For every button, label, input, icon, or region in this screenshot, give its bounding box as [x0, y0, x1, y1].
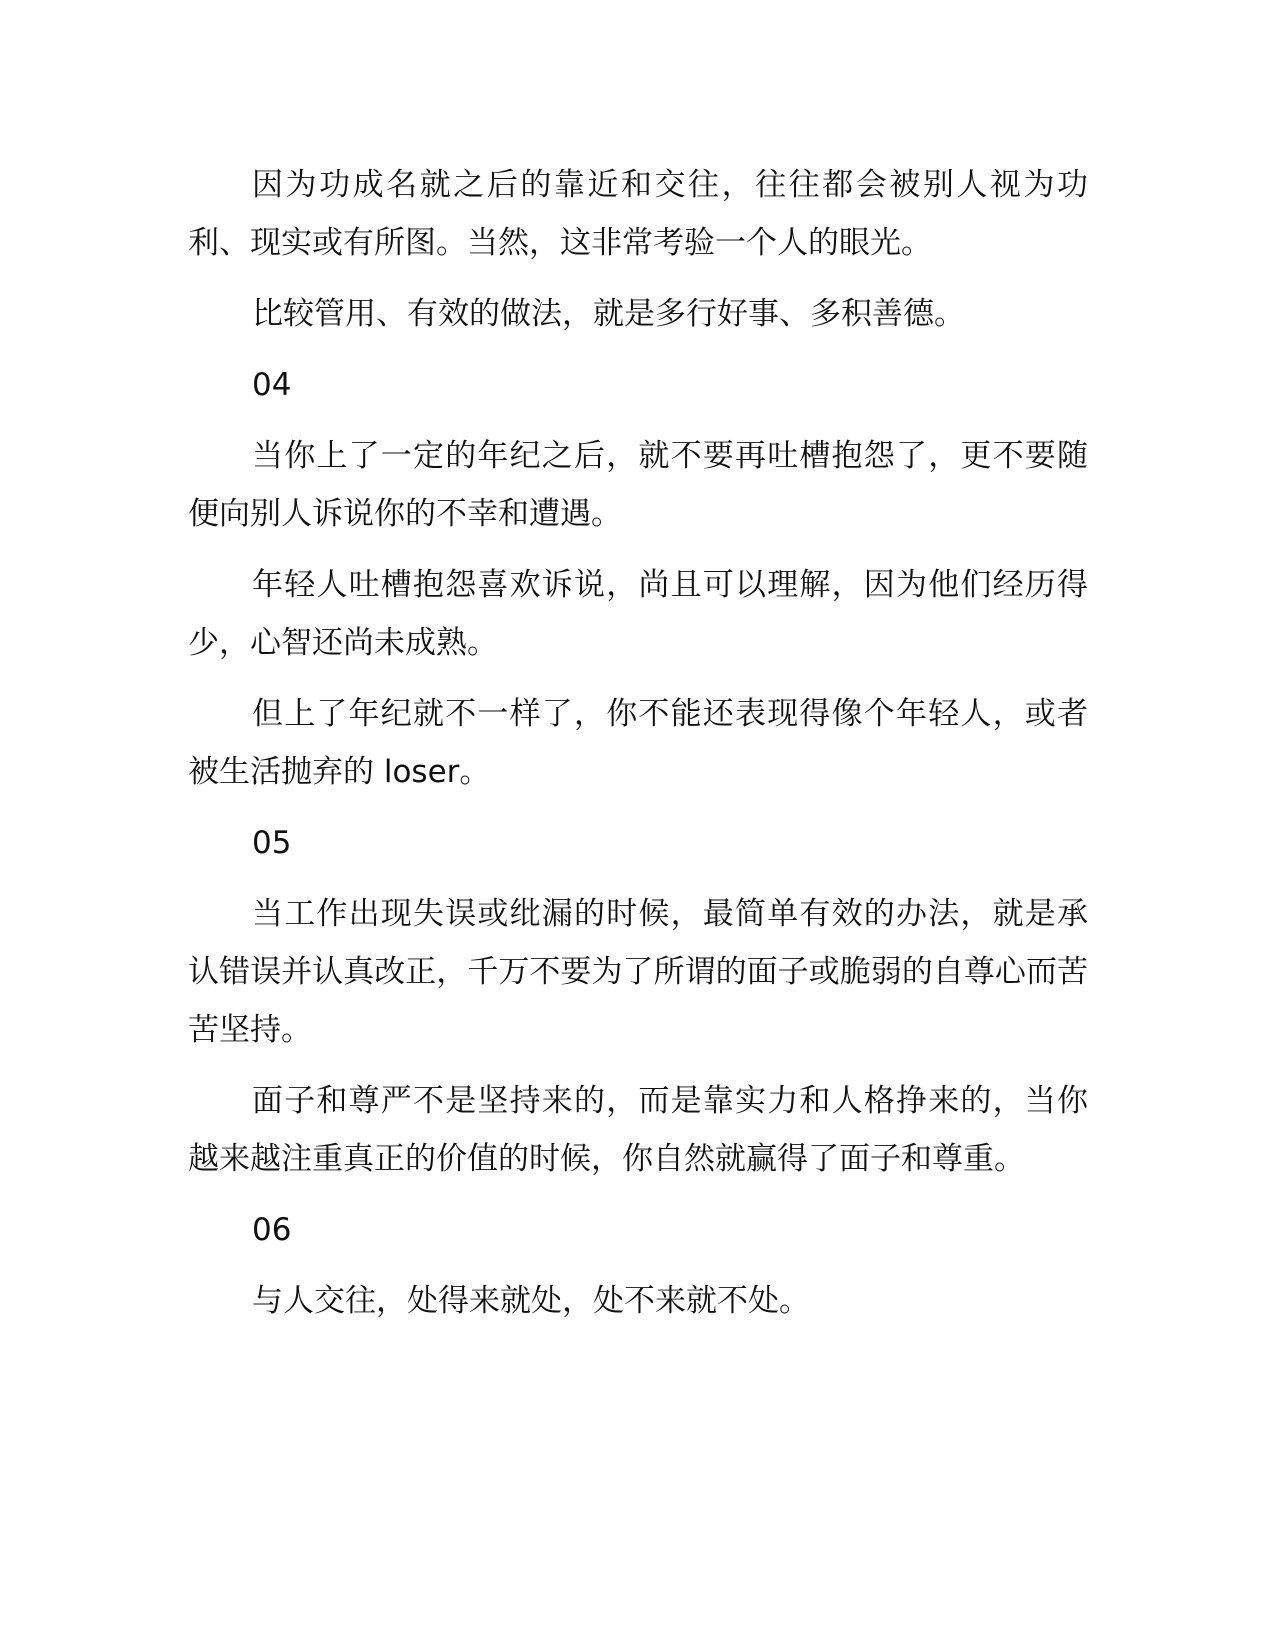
paragraph: 当你上了一定的年纪之后，就不要再吐槽抱怨了，更不要随便向别人诉说你的不幸和遭遇。: [188, 438, 1088, 532]
paragraph: 面子和尊严不是坚持来的，而是靠实力和人格挣来的，当你越来越注重真正的价值的时候，你自然就赢得了面子和尊重。: [188, 1083, 1088, 1177]
paragraph: 年轻人吐槽抱怨喜欢诉说，尚且可以理解，因为他们经历得少，心智还尚未成熟。: [188, 567, 1088, 661]
section-number: 05: [252, 825, 292, 861]
paragraph: 但上了年纪就不一样了，你不能还表现得像个年轻人，或者被生活抛弃的 loser。: [188, 696, 1088, 790]
paragraph: 因为功成名就之后的靠近和交往，往往都会被别人视为功利、现实或有所图。当然，这非常考验一个人的眼光。: [188, 167, 1088, 261]
paragraph: 与人交往，处得来就处，处不来就不处。: [252, 1283, 810, 1319]
section-number: 06: [252, 1212, 292, 1248]
document-body: [188, 156, 1088, 1343]
paragraph: 比较管用、有效的做法，就是多行好事、多积善德。: [252, 296, 965, 332]
section-number: 04: [252, 367, 292, 403]
paragraph: 当工作出现失误或纰漏的时候，最简单有效的办法，就是承认错误并认真改正，千万不要为了所谓的面子或脆弱的自尊心而苦苦坚持。: [188, 896, 1088, 1048]
